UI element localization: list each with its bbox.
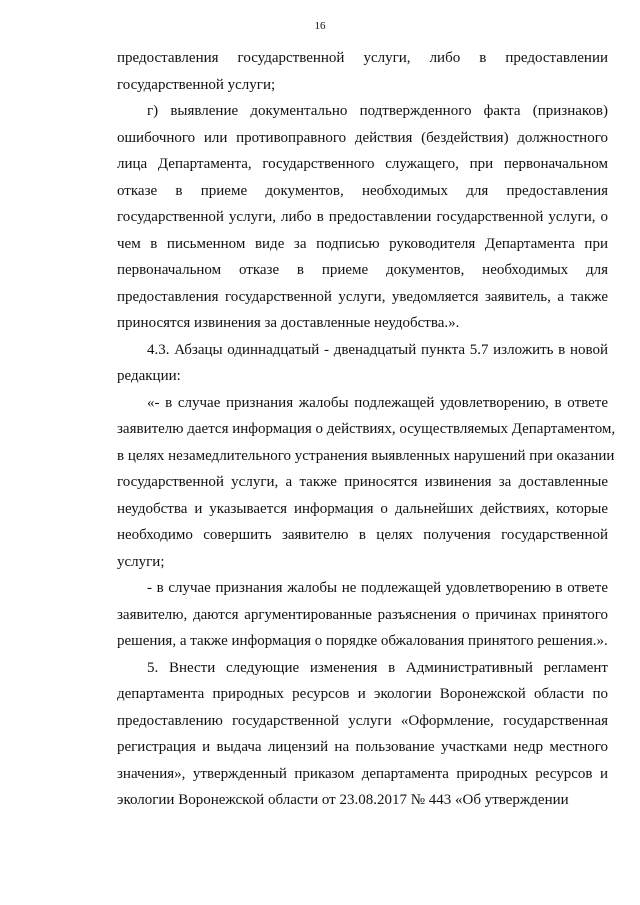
text-line: лица Департамента, государственного служащего, при первоначальном bbox=[117, 156, 608, 172]
text-line: заявителю дается информация о действиях, осуществляемых Департаментом, bbox=[117, 421, 616, 437]
paragraph-p2 bbox=[117, 98, 608, 337]
text-line: необходимо совершить заявителю в целях получения государственной bbox=[117, 527, 608, 543]
text-line: предоставлению государственной услуги «Оформление, государственная bbox=[117, 712, 608, 729]
paragraph-p3 bbox=[117, 337, 608, 390]
text-line: первоначальном отказе в приеме документов, необходимых для bbox=[117, 262, 608, 278]
text-line: 4.3. Абзацы одиннадцатый - двенадцатый пункта 5.7 изложить в новой bbox=[147, 341, 608, 358]
text-line: в целях незамедлительного устранения выявленных нарушений при оказании bbox=[117, 447, 615, 464]
text-line: регистрация и выдача лицензий на пользование участками недр местного bbox=[117, 739, 608, 755]
text-line: 5. Внести следующие изменения в Административный регламент bbox=[147, 659, 608, 676]
text-line: услуги; bbox=[117, 553, 165, 570]
text-line: предоставления государственной услуги, уведомляется заявитель, а также bbox=[117, 288, 608, 305]
paragraph-p5 bbox=[117, 575, 608, 655]
text-line: государственной услуги, либо в предоставлении государственной услуги, о bbox=[117, 209, 608, 225]
text-line: чем в письменном виде за подписью руководителя Департамента при bbox=[117, 235, 608, 252]
text-line: департамента природных ресурсов и экологии Воронежской области по bbox=[117, 686, 608, 702]
text-line: заявителю, даются аргументированные разъяснения о причинах принятого bbox=[117, 606, 608, 623]
text-line: приносятся извинения за доставленные неудобства.». bbox=[117, 315, 460, 331]
text-line: «- в случае признания жалобы подлежащей удовлетворению, в ответе bbox=[147, 394, 608, 411]
text-line: решения, а также информация о порядке обжалования принятого решения.». bbox=[117, 633, 608, 649]
text-line: г) выявление документально подтвержденного факта (признаков) bbox=[147, 103, 608, 119]
text-line: неудобства и указывается информация о дальнейших действиях, которые bbox=[117, 500, 608, 517]
text-line: ошибочного или противоправного действия (бездействия) должностного bbox=[117, 129, 608, 146]
paragraph-p1 bbox=[117, 45, 608, 98]
text-line: редакции: bbox=[117, 368, 181, 384]
text-line: государственной услуги; bbox=[117, 76, 276, 93]
text-line: - в случае признания жалобы не подлежащей удовлетворению в ответе bbox=[147, 580, 608, 596]
text-line: экологии Воронежской области от 23.08.2017 № 443 «Об утверждении bbox=[117, 792, 569, 808]
text-line: государственной услуги, а также приносятся извинения за доставленные bbox=[117, 474, 608, 490]
text-line: предоставления государственной услуги, либо в предоставлении bbox=[117, 50, 608, 66]
paragraph-p4 bbox=[117, 390, 616, 576]
text-line: отказе в приеме документов, необходимых для предоставления bbox=[117, 182, 608, 199]
page-number: 16 bbox=[314, 20, 326, 32]
text-line: значения», утвержденный приказом департамента природных ресурсов и bbox=[117, 765, 608, 782]
body-text bbox=[117, 45, 616, 814]
paragraph-p6 bbox=[117, 655, 608, 814]
